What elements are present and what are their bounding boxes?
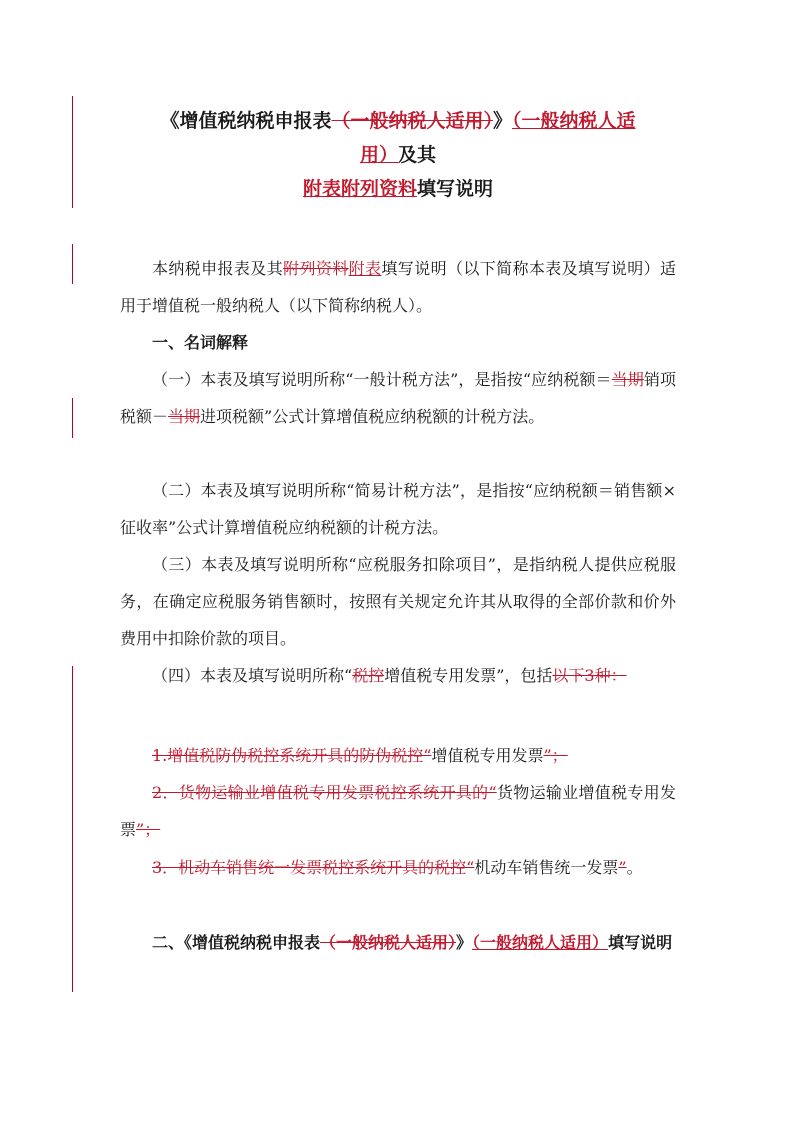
section-heading-1: 一、名词解释 (152, 333, 249, 352)
title-line-2: 用）及其 (359, 144, 437, 166)
document-title (120, 104, 676, 206)
title-line-1: 《增值税纳税申报表（一般纳税人适用）》（一般纳税人适 (160, 110, 636, 132)
revision-bar (72, 398, 73, 438)
definition-item-1: （一）本表及填写说明所称“一般计税方法”，是指按“应纳税额＝当期销项税额－当期进项税额”公式计算增值税应纳税额的计税方法。 (120, 370, 676, 426)
revision-bar (72, 96, 73, 208)
section-heading-2: 二、《增值税纳税申报表（一般纳税人适用）》（一般纳税人适用）填写说明 (152, 933, 673, 952)
revision-bar (72, 244, 73, 284)
invoice-type-3: 3．机动车销售统一发票税控系统开具的税控“机动车销售统一发票”。 (152, 858, 643, 877)
definition-item-4: （四）本表及填写说明所称“税控增值税专用发票”，包括以下3种： (152, 666, 627, 685)
revision-bar (72, 666, 73, 992)
invoice-type-2: 2．货物运输业增值税专用发票税控系统开具的“货物运输业增值税专用发票”； (120, 783, 676, 839)
title-line-3: 附表附列资料填写说明 (302, 178, 494, 200)
definition-item-3: （三）本表及填写说明所称“应税服务扣除项目”，是指纳税人提供应税服务，在确定应税服务销售额时，按照有关规定允许其从取得的全部价款和价外费用中扣除价款的项目。 (120, 555, 676, 648)
definition-item-2: （二）本表及填写说明所称“简易计税方法”，是指按“应纳税额＝销售额×征收率”公式计算增值税应纳税额的计税方法。 (120, 481, 676, 537)
intro-paragraph: 本纳税申报表及其附列资料附表填写说明（以下简称本表及填写说明）适用于增值税一般纳税人（以下简称纳税人）。 (120, 259, 676, 315)
invoice-type-1: 1.增值税防伪税控系统开具的防伪税控“增值税专用发票”； (152, 746, 568, 765)
